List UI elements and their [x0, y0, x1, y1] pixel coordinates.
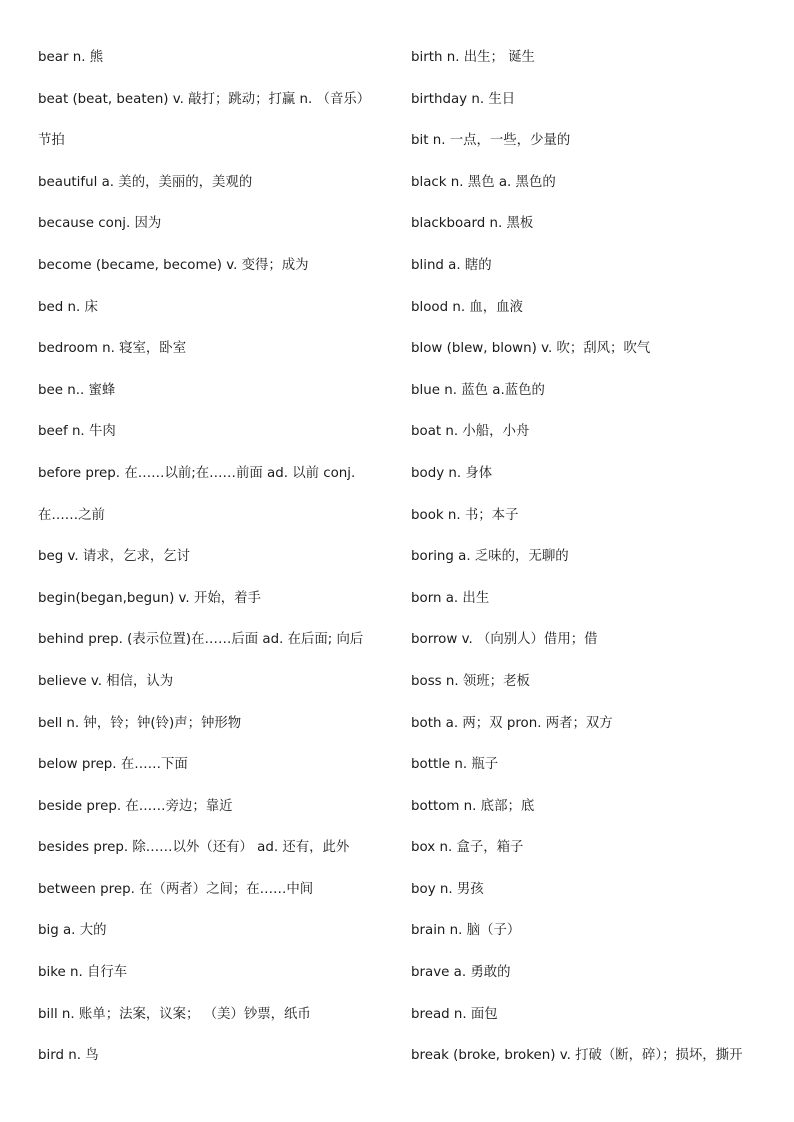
vocab-entry: beside prep. 在……旁边；靠近	[38, 798, 233, 814]
vocab-entry: both a. 两；双 pron. 两者；双方	[411, 715, 613, 731]
vocab-entry: borrow v. （向别人）借用；借	[411, 632, 598, 648]
vocab-entry: big a. 大的	[38, 923, 107, 939]
left-column	[38, 37, 398, 1077]
vocab-entry: bed n. 床	[38, 299, 98, 315]
vocab-entry: birthday n. 生日	[411, 91, 516, 107]
vocab-entry: break (broke, broken) v. 打破（断，碎）；损坏，撕开	[411, 1048, 743, 1064]
vocab-entry: bread n. 面包	[411, 1006, 498, 1022]
vocab-entry: brain n. 脑（子）	[411, 923, 521, 939]
vocab-entry: bill n. 账单；法案，议案； （美）钞票，纸币	[38, 1006, 311, 1022]
vocab-entry: 节拍	[38, 133, 65, 149]
vocab-entry: boy n. 男孩	[411, 881, 484, 897]
vocab-entry: become (became, become) v. 变得；成为	[38, 257, 309, 273]
vocab-entry: black n. 黑色 a. 黑色的	[411, 174, 556, 190]
vocab-entry: book n. 书；本子	[411, 507, 519, 523]
vocab-entry: bell n. 钟，铃；钟(铃)声；钟形物	[38, 715, 242, 731]
vocab-entry: blackboard n. 黑板	[411, 216, 534, 232]
vocab-entry: birth n. 出生； 诞生	[411, 50, 535, 65]
vocab-entry: beef n. 牛肉	[38, 424, 116, 440]
vocab-entry: bottom n. 底部；底	[411, 798, 535, 814]
vocab-entry: blood n. 血，血液	[411, 299, 523, 315]
vocab-entry: bottle n. 瓶子	[411, 757, 499, 773]
vocab-entry: body n. 身体	[411, 465, 493, 481]
vocab-entry: below prep. 在……下面	[38, 757, 188, 773]
vocab-entry: blue n. 蓝色 a.蓝色的	[411, 382, 545, 398]
vocab-entry: beautiful a. 美的，美丽的，美观的	[38, 174, 253, 190]
vocab-entry: begin(began,begun) v. 开始，着手	[38, 590, 261, 606]
vocab-entry: boss n. 领班；老板	[411, 673, 530, 689]
vocab-entry: 在……之前	[38, 507, 105, 523]
vocab-entry: before prep. 在……以前;在……前面 ad. 以前 conj.	[38, 465, 356, 481]
vocab-entry: boat n. 小船，小舟	[411, 424, 530, 440]
vocab-entry: between prep. 在（两者）之间；在……中间	[38, 881, 314, 897]
vocab-entry: believe v. 相信，认为	[38, 673, 174, 689]
right-column	[411, 37, 781, 1077]
vocab-entry: bee n.. 蜜蜂	[38, 382, 116, 398]
vocab-entry: bird n. 鸟	[38, 1048, 99, 1064]
vocab-entry: bike n. 自行车	[38, 965, 128, 981]
vocab-entry: box n. 盒子，箱子	[411, 840, 524, 856]
vocab-entry: besides prep. 除……以外（还有） ad. 还有，此外	[38, 840, 350, 856]
vocab-entry: beat (beat, beaten) v. 敲打；跳动；打赢 n. （音乐）	[38, 91, 371, 107]
vocab-entry: born a. 出生	[411, 590, 490, 606]
vocab-entry: bedroom n. 寝室，卧室	[38, 341, 187, 357]
vocab-entry: blow (blew, blown) v. 吹；刮风；吹气	[411, 341, 651, 357]
vocab-entry: behind prep. (表示位置)在……后面 ad. 在后面; 向后	[38, 632, 364, 648]
vocab-entry: blind a. 瞎的	[411, 257, 492, 273]
vocab-entry: bear n. 熊	[38, 50, 104, 65]
vocab-entry: brave a. 勇敢的	[411, 965, 511, 981]
vocab-entry: beg v. 请求，乞求，乞讨	[38, 549, 191, 565]
vocab-entry: bit n. 一点，一些，少量的	[411, 133, 571, 149]
vocab-entry: because conj. 因为	[38, 216, 162, 232]
vocab-entry: boring a. 乏味的，无聊的	[411, 549, 569, 565]
